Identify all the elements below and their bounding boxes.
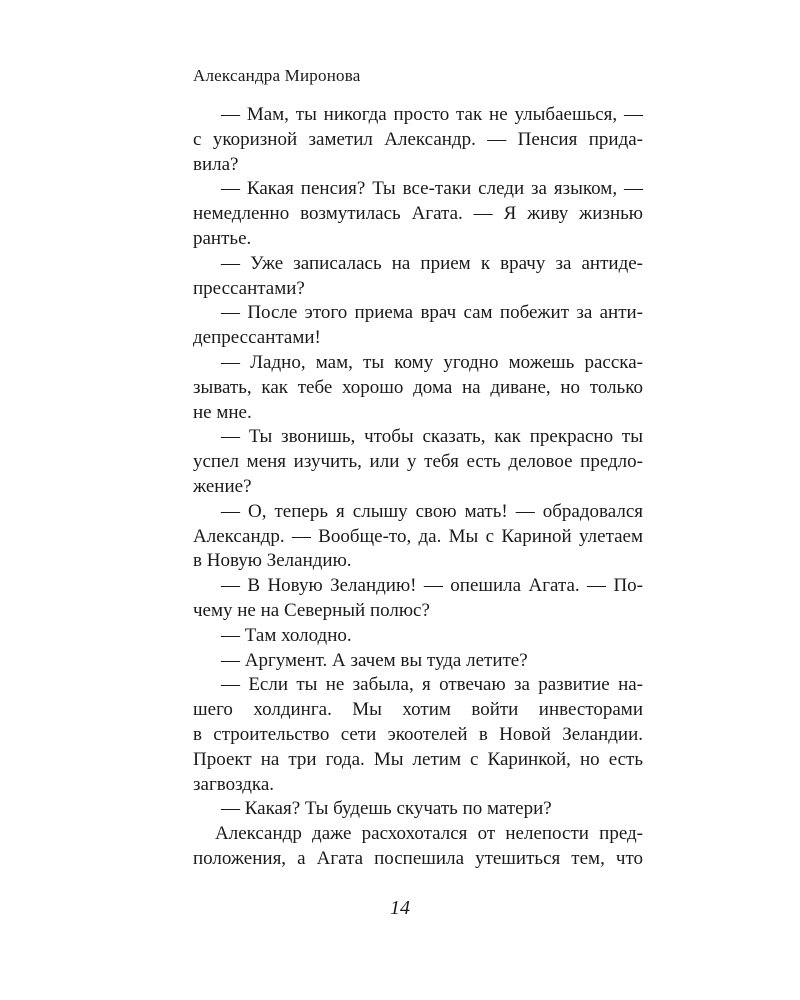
text-line: — О, теперь я слышу свою мать! — обрадовался: [221, 500, 643, 522]
page-number: 14: [390, 897, 410, 919]
text-line: положения, а Агата поспешила утешиться тем, что: [193, 847, 643, 869]
text-line: — Там холодно.: [221, 624, 352, 646]
text-line: рантье.: [193, 227, 252, 249]
text-line: — Какая пенсия? Ты все-таки следи за языком, —: [221, 178, 643, 200]
text-line: вила?: [193, 153, 239, 175]
text-line: Александр даже расхохотался от нелепости пред-: [215, 823, 643, 845]
text-line: — Ты звонишь, чтобы сказать, как прекрасно ты: [221, 426, 643, 448]
text-line: жение?: [193, 475, 252, 497]
text-line: прессантами?: [193, 277, 305, 299]
text-line: с укоризной заметил Александр. — Пенсия прида-: [193, 128, 643, 150]
text-line: — Мам, ты никогда просто так не улыбаешься, —: [221, 104, 643, 125]
text-line: — Если ты не забыла, я отвечаю за развитие на-: [221, 674, 643, 696]
text-line: в Новую Зеландию.: [193, 550, 352, 572]
text-line: загвоздка.: [193, 773, 275, 795]
running-head-author: Александра Миронова: [193, 66, 361, 85]
text-line: зывать, как тебе хорошо дома на диване, но только: [193, 376, 643, 398]
text-line: чему не на Северный полюс?: [193, 599, 430, 621]
text-line: — Уже записалась на прием к врачу за антиде-: [221, 252, 643, 274]
text-line: в строительство сети экоотелей в Новой Зеландии.: [193, 723, 643, 745]
text-line: — После этого приема врач сам побежит за анти-: [221, 302, 643, 324]
text-line: немедленно возмутилась Агата. — Я живу жизнью: [193, 203, 643, 225]
text-line: — Ладно, мам, ты кому угодно можешь расска-: [221, 351, 643, 373]
text-line: Проект на три года. Мы летим с Каринкой, но есть: [193, 748, 643, 770]
body-text: [193, 103, 643, 872]
text-line: — Аргумент. А зачем вы туда летите?: [221, 649, 528, 671]
text-line: успел меня изучить, или у тебя есть деловое предло-: [193, 451, 643, 473]
text-line: — Какая? Ты будешь скучать по матери?: [221, 798, 552, 820]
text-line: депрессантами!: [193, 327, 321, 349]
text-line: Александр. — Вообще-то, да. Мы с Кариной улетаем: [193, 525, 643, 547]
text-line: не мне.: [193, 401, 252, 423]
text-line: — В Новую Зеландию! — опешила Агата. — По-: [221, 575, 643, 597]
text-line: шего холдинга. Мы хотим войти инвесторами: [193, 699, 643, 721]
